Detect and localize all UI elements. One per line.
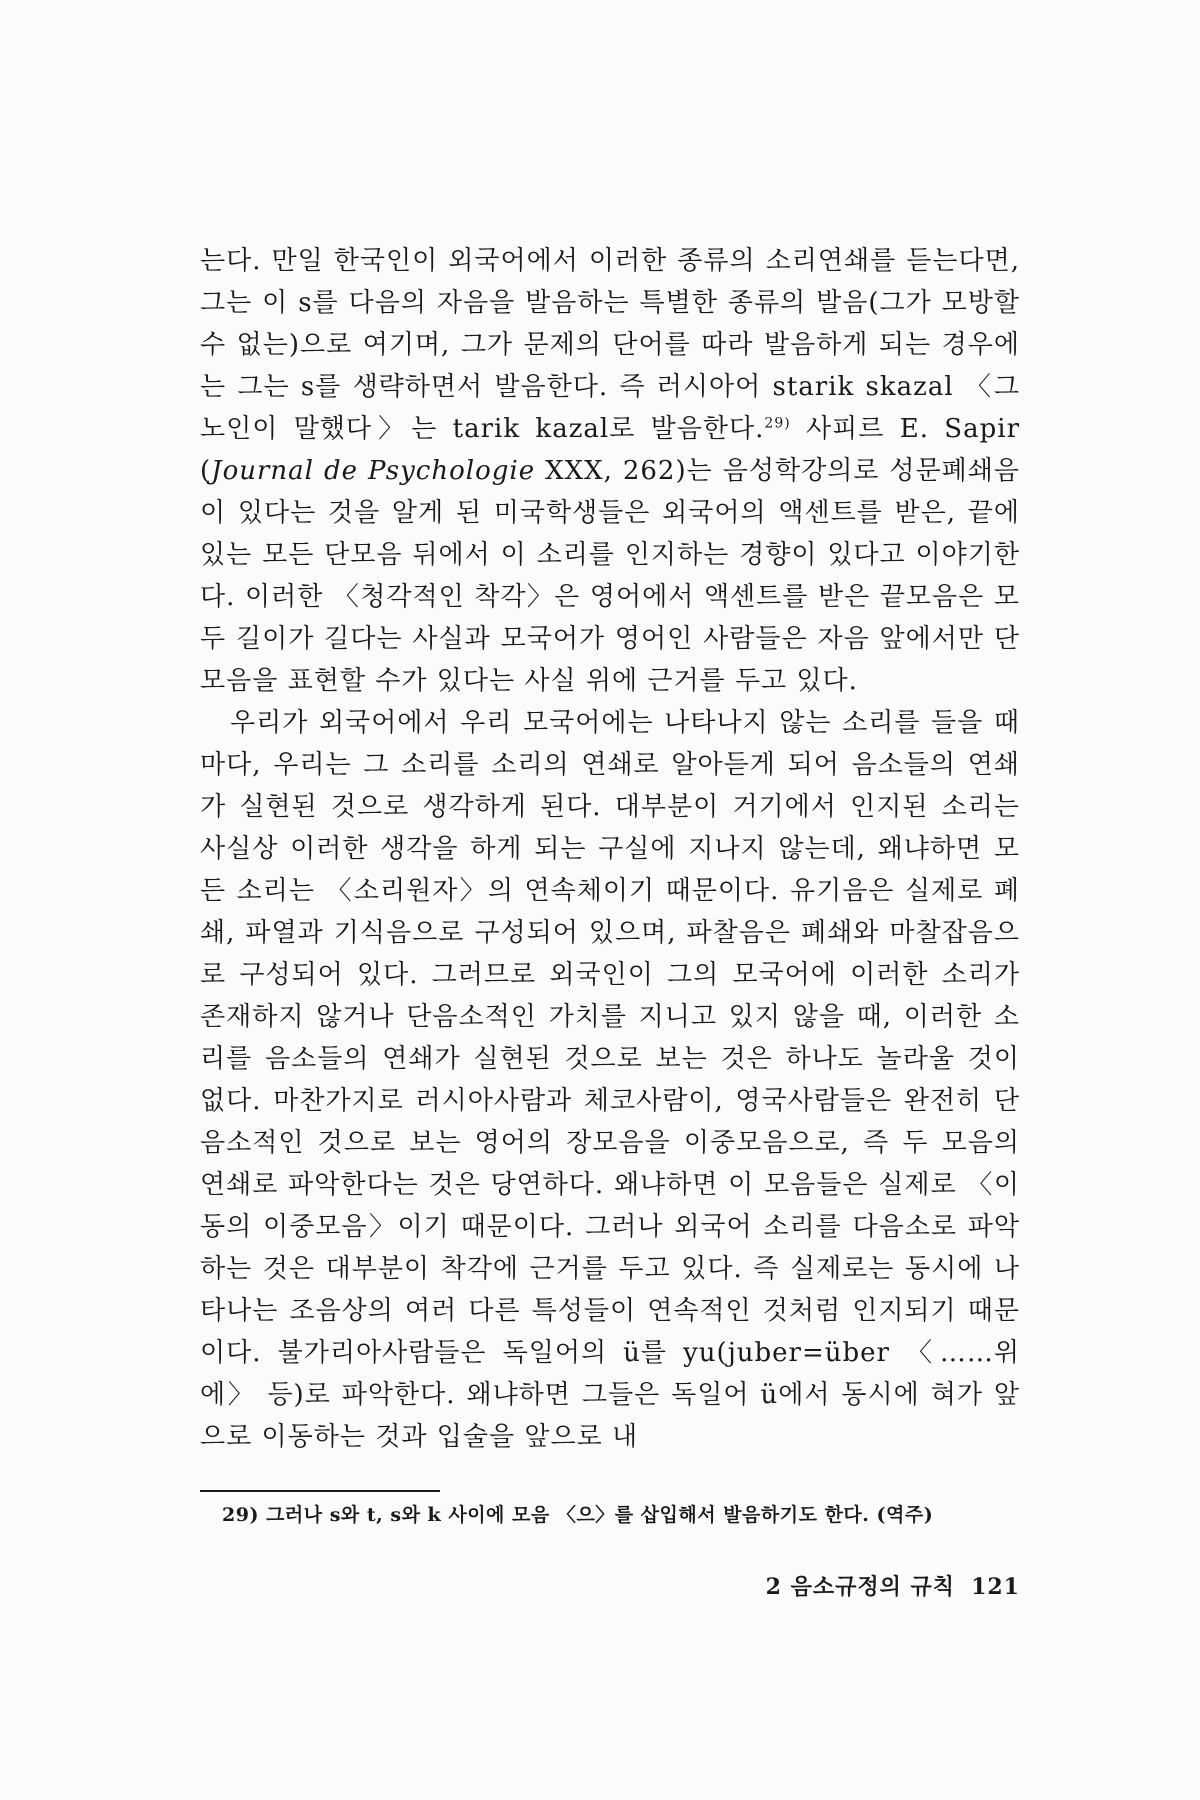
paragraph-text: XXX, 262)는 음성학강의로 성문폐쇄음이 있다는 것을 알게 된 미국학생들은 외국어의 액센트를 받은, 끝에 있는 모든 단모음 뒤에서 이 소리를 인지하는 경향이 있다고 이야기한다. 이러한 〈청각적인 착각〉은 영어에서 액센트를 받은 끝모음은 모두 길이가 길다는 사실과 모국어가 영어인 사람들은 자음 앞에서만 단모음을 표현할 수가 있다는 사실 위에 근거를 두고 있다. [200, 456, 1020, 696]
journal-title: Journal de Psychologie [211, 456, 536, 486]
body-paragraph: 우리가 외국어에서 우리 모국어에는 나타나지 않는 소리를 들을 때마다, 우리는 그 소리를 소리의 연쇄로 알아듣게 되어 음소들의 연쇄가 실현된 것으로 생각하게 된다. 대부분이 거기에서 인지된 소리는 사실상 이러한 생각을 하게 되는 구실에 지나지 않는데, 왜냐하면 모든 소리는 〈소리원자〉의 연속체이기 때문이다. 유기음은 실제로 폐쇄, 파열과 기식음으로 구성되어 있으며, 파찰음은 폐쇄와 마찰잡음으로 구성되어 있다. 그러므로 외국인이 그의 모국어에 이러한 소리가 존재하지 않거나 단음소적인 가치를 지니고 있지 않을 때, 이러한 소리를 음소들의 연쇄가 실현된 것으로 보는 것은 하나도 놀라울 것이 없다. 마찬가지로 러시아사람과 체코사람이, 영국사람들은 완전히 단음소적인 것으로 보는 영어의 장모음을 이중모음으로, 즉 두 모음의 연쇄로 파악한다는 것은 당연하다. 왜냐하면 이 모음들은 실제로 〈이동의 이중모음〉이기 때문이다. 그러나 외국어 소리를 다음소로 파악하는 것은 대부분이 착각에 근거를 두고 있다. 즉 실제로는 동시에 나타나는 조음상의 여러 다른 특성들이 연속적인 것처럼 인지되기 때문이다. 불가리아사람들은 독일어의 ü를 yu(juber=über 〈……위에〉 등)로 파악한다. 왜냐하면 그들은 독일어 ü에서 동시에 혀가 앞으로 이동하는 것과 입술을 앞으로 내 [200, 708, 1020, 1452]
footnote: 29) 그러나 s와 t, s와 k 사이에 모음 〈으〉를 삽입해서 발음하기도 한다. (역주) [222, 1504, 934, 1526]
running-title: 2 음소규정의 규칙 [765, 1574, 956, 1600]
body-paragraph [200, 240, 1020, 702]
running-footer [740, 1570, 1020, 1601]
footnote-reference: 29) [764, 415, 791, 432]
paragraph-text: 는다. 만일 한국인이 외국어에서 이러한 종류의 소리연쇄를 듣는다면, 그는 이 s를 다음의 자음을 발음하는 특별한 종류의 발음(그가 모방할 수 없는)으로 여기며, 그가 문제의 단어를 따라 발음하게 되는 경우에는 그는 s를 생략하면서 발음한다. 즉 러시아어 starik skazal 〈그 노인이 말했다〉는 tarik kazal로 발음한다. [200, 246, 1020, 444]
paragraph-text: 사피르 E. Sapir ( [200, 414, 1021, 486]
page-body [200, 240, 1020, 1458]
page-number: 121 [971, 1574, 1020, 1600]
footnote-divider [200, 1490, 440, 1492]
